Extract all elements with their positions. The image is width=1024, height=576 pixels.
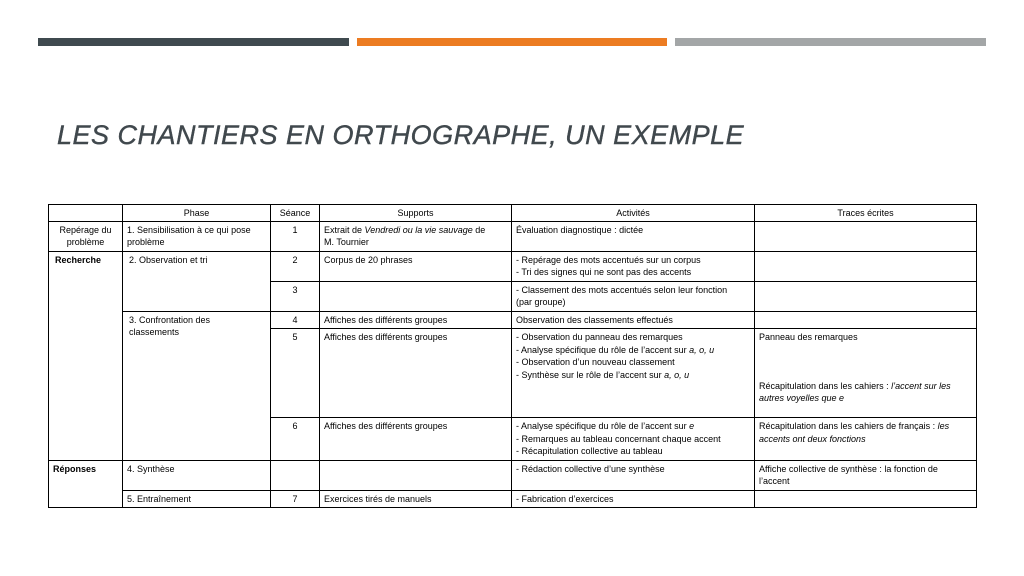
- supports-cell: [320, 221, 512, 251]
- phase-label: 3. Confrontation des: [129, 314, 211, 325]
- supports-cell: Affiches des différents groupes: [320, 329, 512, 418]
- supports-cell: [320, 281, 512, 311]
- chantiers-table: [48, 204, 977, 508]
- activity-line: - Observation d’un nouveau classement: [516, 357, 675, 367]
- table-row: [49, 221, 977, 251]
- accent-bar-orange: [357, 38, 667, 46]
- activites-cell: [512, 281, 755, 311]
- traces-cell: [755, 221, 977, 251]
- trace-line: Affiche collective de synthèse : la fonction de: [759, 463, 938, 474]
- traces-cell: [755, 418, 977, 461]
- trace-text: Récapitulation dans les cahiers de français :: [759, 421, 938, 431]
- header-activites: Activités: [512, 205, 755, 222]
- table-row: [49, 251, 977, 281]
- table-row: [49, 311, 977, 329]
- seance-cell: 2: [271, 251, 320, 281]
- trace-line: Panneau des remarques: [759, 332, 858, 342]
- activity-line: (par groupe): [516, 297, 566, 307]
- header-phase: Phase: [123, 205, 271, 222]
- header-seance: Séance: [271, 205, 320, 222]
- activites-cell: - Fabrication d’exercices: [512, 490, 755, 508]
- activity-line: - Observation du panneau des remarques: [516, 332, 683, 342]
- supports-text: M. Tournier: [324, 237, 369, 247]
- supports-cell: Affiches des différents groupes: [320, 418, 512, 461]
- accent-bar-gray: [675, 38, 986, 46]
- activity-text: - Analyse spécifique du rôle de l’accent sur: [516, 421, 690, 431]
- activites-cell: Évaluation diagnostique : dictée: [512, 221, 755, 251]
- activity-line: - Classement des mots accentués selon leur fonction: [516, 284, 728, 295]
- supports-cell: Affiches des différents groupes: [320, 311, 512, 329]
- trace-italic: les: [937, 421, 950, 431]
- category-label: Recherche: [55, 254, 102, 265]
- seance-cell: 5: [271, 329, 320, 418]
- slide-title: LES CHANTIERS EN ORTHOGRAPHE, UN EXEMPLE: [57, 120, 745, 150]
- activity-line: - Tri des signes qui ne sont pas des accents: [516, 267, 692, 277]
- phase-cell: [123, 221, 271, 251]
- trace-italic: l’accent sur les: [891, 380, 951, 391]
- supports-italic: Vendredi ou la vie sauvage: [364, 224, 473, 235]
- activity-text: - Synthèse sur le rôle de l’accent sur: [516, 369, 665, 380]
- traces-cell: [755, 281, 977, 311]
- traces-cell: [755, 490, 977, 508]
- category-cell: [49, 251, 123, 460]
- activites-cell: - Rédaction collective d’une synthèse: [512, 460, 755, 490]
- header-supports: Supports: [320, 205, 512, 222]
- phase-label: 1. Sensibilisation à ce qui pose: [127, 224, 251, 235]
- category-cell: [49, 460, 123, 508]
- seance-cell: 7: [271, 490, 320, 508]
- traces-cell: [755, 251, 977, 281]
- activity-italic: a, o, u: [664, 369, 690, 380]
- seance-cell: [271, 460, 320, 490]
- phase-label: problème: [127, 237, 165, 247]
- supports-cell: Exercices tirés de manuels: [320, 490, 512, 508]
- phase-cell: [123, 311, 271, 460]
- traces-cell: [755, 311, 977, 329]
- trace-line: l’accent: [759, 476, 790, 486]
- seance-cell: 1: [271, 221, 320, 251]
- supports-cell: [320, 460, 512, 490]
- activity-line: - Repérage des mots accentués sur un corpus: [516, 254, 701, 265]
- traces-cell: [755, 460, 977, 490]
- seance-cell: 3: [271, 281, 320, 311]
- phase-cell: 2. Observation et tri: [123, 251, 271, 311]
- phase-cell: 4. Synthèse: [123, 460, 271, 490]
- traces-cell: [755, 329, 977, 418]
- activity-italic: a, o, u: [689, 344, 715, 355]
- activites-cell: [512, 418, 755, 461]
- category-cell: [49, 221, 123, 251]
- activity-text: - Analyse spécifique du rôle de l’accent sur: [516, 344, 690, 355]
- supports-text: de: [472, 224, 486, 235]
- category-label: Repérage du: [59, 224, 112, 235]
- seance-cell: 4: [271, 311, 320, 329]
- activites-cell: [512, 251, 755, 281]
- table-row: [49, 460, 977, 490]
- accent-bar-dark: [38, 38, 349, 46]
- table-header-row: [49, 205, 977, 222]
- activity-line: - Remarques au tableau concernant chaque accent: [516, 433, 721, 444]
- header-traces: Traces écrites: [755, 205, 977, 222]
- activites-cell: [512, 329, 755, 418]
- activity-italic: e: [689, 421, 695, 431]
- trace-italic: accents ont deux fonctions: [759, 433, 866, 444]
- seance-cell: 6: [271, 418, 320, 461]
- activity-line: - Récapitulation collective au tableau: [516, 446, 663, 456]
- table-row: [49, 490, 977, 508]
- activites-cell: Observation des classements effectués: [512, 311, 755, 329]
- phase-label: classements: [129, 327, 180, 337]
- category-label: problème: [66, 237, 105, 247]
- supports-cell: Corpus de 20 phrases: [320, 251, 512, 281]
- trace-text: Récapitulation dans les cahiers :: [759, 380, 892, 391]
- phase-cell: 5. Entraînement: [123, 490, 271, 508]
- category-label: Réponses: [53, 463, 97, 474]
- supports-text: Extrait de: [324, 224, 365, 235]
- header-category: [49, 205, 123, 222]
- trace-italic: autres voyelles que e: [759, 393, 845, 403]
